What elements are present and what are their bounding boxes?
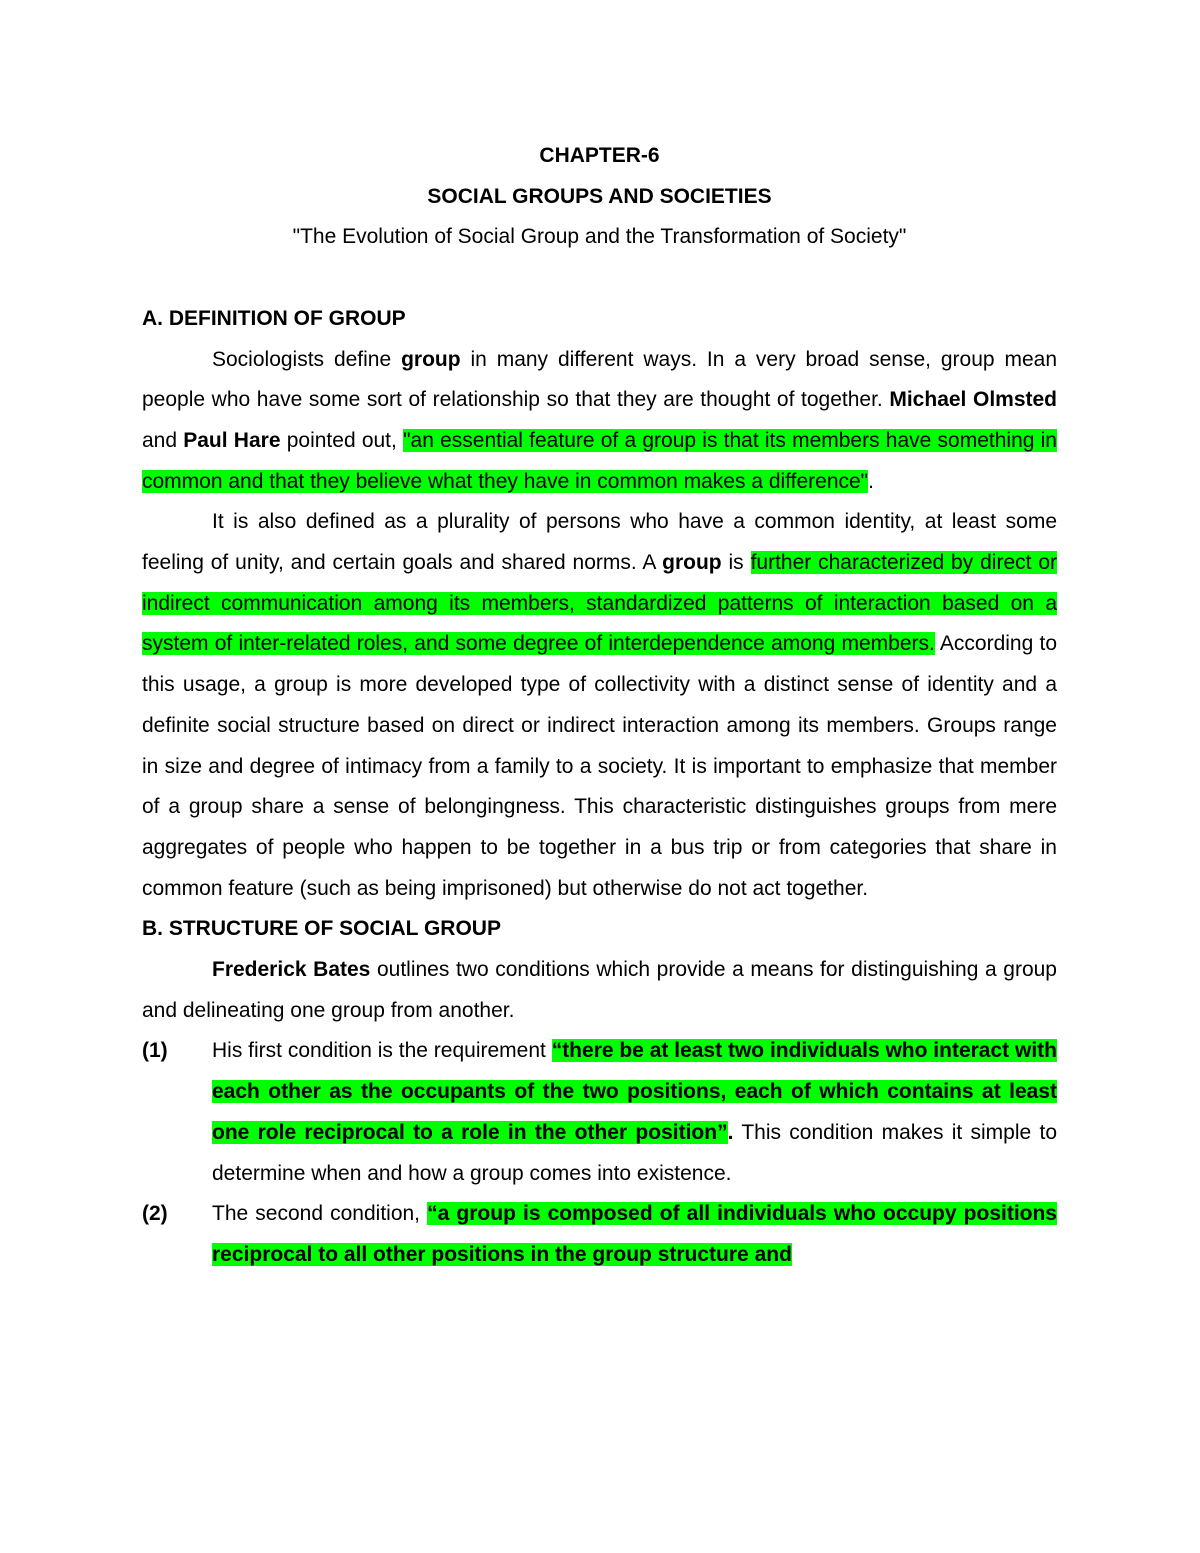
text-run: This condition makes it simple to determine when and how a group comes into existence. bbox=[212, 1120, 1057, 1185]
spacer bbox=[142, 258, 1057, 299]
section-a-paragraph-1 bbox=[142, 340, 1057, 503]
item-text bbox=[212, 1031, 1057, 1194]
text-run: It is also defined as a plurality of persons who have a common identity, at least some feeling of unity, and certain goals and shared norms. A bbox=[142, 510, 1057, 575]
condition-item-1 bbox=[142, 1031, 1057, 1194]
bold-term: group bbox=[401, 347, 461, 371]
item-text bbox=[212, 1194, 1057, 1275]
author-name: Michael Olmsted bbox=[889, 388, 1058, 412]
document-body bbox=[142, 136, 1057, 1276]
text-run: is bbox=[721, 551, 751, 575]
text-run: The second condition, bbox=[212, 1202, 428, 1226]
chapter-title: SOCIAL GROUPS AND SOCIETIES bbox=[427, 184, 772, 208]
chapter-subtitle: "The Evolution of Social Group and the Transformation of Society" bbox=[292, 225, 907, 249]
highlighted-quote: “a group is composed of all individuals who occupy positions reciprocal to all other positions in the group structure and bbox=[212, 1202, 1057, 1266]
text-run: . bbox=[868, 469, 874, 493]
condition-item-2 bbox=[142, 1194, 1057, 1275]
text-run: . bbox=[727, 1120, 734, 1144]
item-number: (2) bbox=[142, 1202, 168, 1226]
author-name: Paul Hare bbox=[183, 428, 281, 452]
item-number: (1) bbox=[142, 1039, 168, 1063]
section-b-paragraph-1 bbox=[142, 950, 1057, 1031]
highlighted-quote: “there be at least two individuals who interact with each other as the occupants of the two positions, each of which contains at least one role reciprocal to a role in the other position” bbox=[212, 1039, 1057, 1144]
chapter-number: CHAPTER-6 bbox=[539, 144, 660, 167]
text-run: His first condition is the requirement bbox=[212, 1039, 552, 1063]
text-run: Sociologists define bbox=[212, 347, 402, 371]
author-name: Frederick Bates bbox=[212, 958, 371, 982]
section-a-paragraph-2 bbox=[142, 502, 1057, 909]
text-run: and bbox=[142, 428, 184, 452]
text-run: outlines two conditions which provide a means for distinguishing a group and delineating one group from another. bbox=[142, 958, 1057, 1022]
text-run: in many different ways. In a very broad sense, group mean people who have some sort of relationship so that they are thought of together. bbox=[142, 347, 1057, 412]
section-a-heading: A. DEFINITION OF GROUP bbox=[142, 306, 406, 330]
section-b-heading: B. STRUCTURE OF SOCIAL GROUP bbox=[142, 917, 501, 941]
text-run: pointed out, bbox=[280, 428, 404, 452]
highlighted-quote: "an essential feature of a group is that its members have something in common and that they believe what they have in common makes a difference" bbox=[142, 428, 1057, 493]
text-run: According to this usage, a group is more developed type of collectivity with a distinct sense of identity and a definite social structure based on direct or indirect interaction among its members. Groups range in size and degree of intimacy from a family to a society. It is important to emphasize that member of a group share a sense of belongingness. This characteristic distinguishes groups from mere aggregates of people who happen to be together in a bus trip or from categories that share in common feature (such as being imprisoned) but otherwise do not act together. bbox=[142, 632, 1057, 900]
highlighted-definition: further characterized by direct or indirect communication among its members, standardized patterns of interaction based on a system of inter-related roles, and some degree of interdependence among members. bbox=[142, 551, 1058, 656]
bold-term: group bbox=[662, 551, 722, 575]
